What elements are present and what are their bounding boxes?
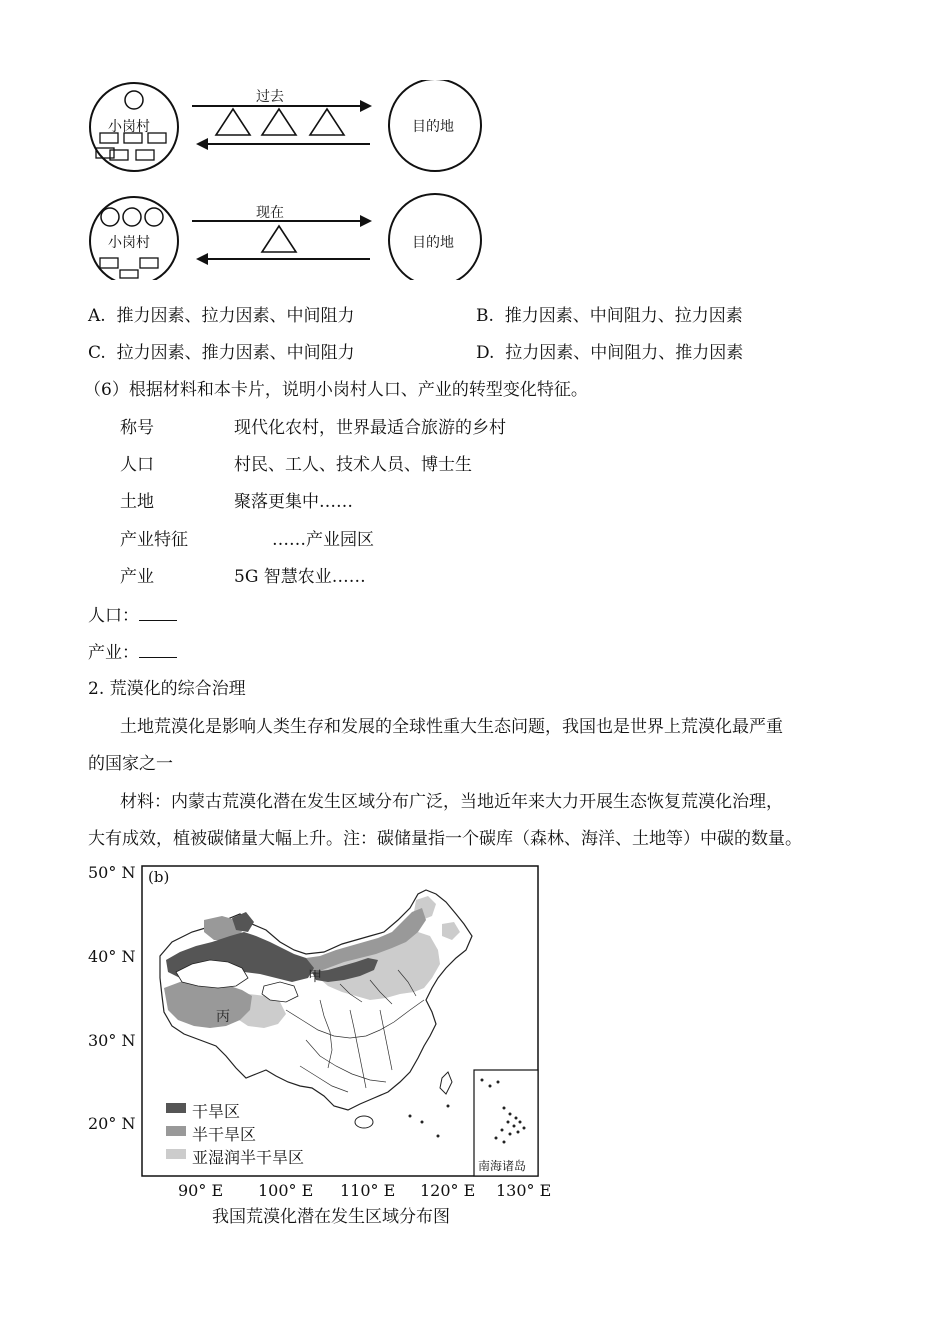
option-c: C. 拉力因素、推力因素、中间阻力 [88, 343, 355, 363]
arrow-label-present: 现在 [256, 205, 284, 221]
card-value-industry-feature: ……产业园区 [272, 530, 374, 550]
option-d: D. 拉力因素、中间阻力、推力因素 [476, 343, 744, 363]
lat-label-50: 50° N [88, 863, 136, 882]
lon-label-100: 100° E [258, 1181, 314, 1200]
map-legend [166, 1103, 186, 1159]
section2-intro-line2: 的国家之一 [88, 754, 173, 774]
place-label-jia: 甲 [308, 969, 322, 985]
option-b: B. 推力因素、中间阻力、拉力因素 [476, 306, 743, 326]
section2-intro-line1: 土地荒漠化是影响人类生存和发展的全球性重大生态问题，我国也是世界上荒漠化最严重 [120, 717, 783, 737]
map-panel-label: (b) [148, 868, 170, 886]
arrow-label-past: 过去 [256, 89, 284, 105]
destination-label-past: 目的地 [412, 119, 454, 135]
answer-blank-population[interactable] [139, 604, 177, 621]
desertification-map [80, 860, 570, 1200]
answer-blank-industry[interactable] [139, 641, 177, 658]
village-label-past: 小岗村 [108, 119, 150, 135]
card-label-industry: 产业 [120, 567, 154, 587]
card-value-population: 村民、工人、技术人员、博士生 [234, 455, 472, 475]
legend-label-semiarid: 半干旱区 [192, 1125, 257, 1144]
lon-label-120: 120° E [420, 1181, 476, 1200]
card-label-population: 人口 [120, 455, 154, 475]
obstacle-triangles-past [216, 109, 344, 135]
place-label-yi: 丙 [216, 1009, 230, 1025]
answer-industry[interactable]: 产业： [88, 641, 177, 664]
inset-label: 南海诸岛 [478, 1159, 527, 1173]
legend-label-arid: 干旱区 [192, 1102, 241, 1121]
card-label-land: 土地 [120, 492, 154, 512]
lon-label-110: 110° E [340, 1181, 396, 1200]
question-6: （6）根据材料和本卡片，说明小岗村人口、产业的转型变化特征。 [84, 380, 588, 400]
section2-material-line1: 材料：内蒙古荒漠化潜在发生区域分布广泛，当地近年来大力开展生态恢复荒漠化治理， [120, 792, 783, 812]
lat-label-20: 20° N [88, 1114, 136, 1133]
answer-population[interactable]: 人口： [88, 604, 177, 627]
card-value-industry: 5G 智慧农业…… [234, 567, 366, 587]
village-label-present: 小岗村 [108, 235, 150, 251]
section2-heading: 2. 荒漠化的综合治理 [88, 679, 246, 699]
destination-label-present: 目的地 [412, 235, 454, 251]
map-caption: 我国荒漠化潜在发生区域分布图 [212, 1207, 450, 1227]
card-value-land: 聚落更集中…… [234, 492, 353, 512]
option-a: A. 推力因素、拉力因素、中间阻力 [88, 306, 355, 326]
lon-label-130: 130° E [496, 1181, 552, 1200]
card-label-industry-feature: 产业特征 [120, 530, 188, 550]
lat-label-30: 30° N [88, 1031, 136, 1050]
obstacle-triangle-present [262, 226, 296, 252]
section2-material-line2: 大有成效，植被碳储量大幅上升。注：碳储量指一个碳库（森林、海洋、土地等）中碳的数量。 [88, 829, 802, 849]
card-value-title: 现代化农村，世界最适合旅游的乡村 [234, 418, 506, 438]
card-label-title: 称号 [120, 418, 154, 438]
lon-label-90: 90° E [178, 1181, 224, 1200]
lat-label-40: 40° N [88, 947, 136, 966]
legend-label-subhumid: 亚湿润半干旱区 [192, 1148, 305, 1167]
